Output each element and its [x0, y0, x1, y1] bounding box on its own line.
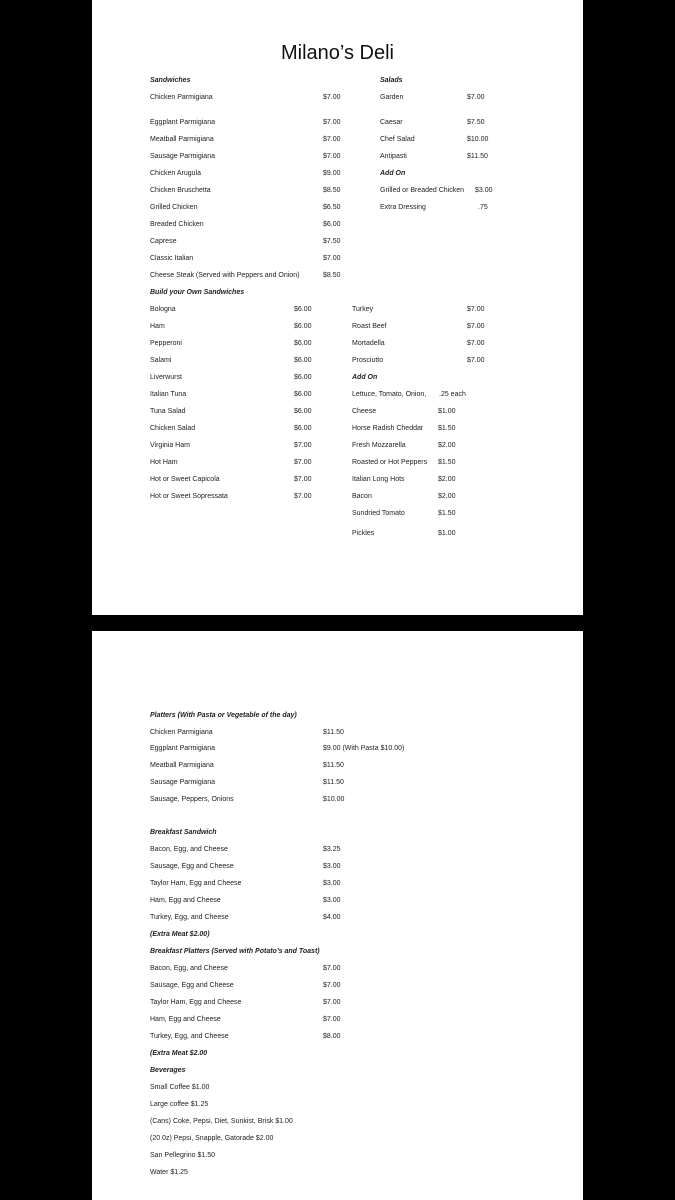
- sandwich-name: Sausage Parmigiana: [150, 153, 215, 160]
- platter-name: Chicken Parmigiana: [150, 729, 213, 736]
- byo-right-name: Prosciutto: [352, 357, 384, 364]
- byo-price: $7.00: [294, 459, 312, 466]
- breakfast-platter-price: $7.00: [323, 982, 341, 989]
- byo-price: $6.00: [294, 340, 312, 347]
- salad-addon-price: .75: [478, 204, 488, 211]
- salad-price: $10.00: [467, 136, 489, 143]
- breakfast-sandwich-name: Turkey, Egg, and Cheese: [150, 914, 229, 921]
- salads-heading: Salads: [380, 77, 403, 84]
- build-your-own-heading: Build your Own Sandwiches: [150, 289, 245, 296]
- platters-heading: Platters (With Pasta or Vegetable of the day): [150, 712, 297, 719]
- sandwich-price: $7.50: [323, 238, 341, 245]
- platter-price: $10.00: [323, 796, 345, 803]
- platter-price: $11.50: [323, 779, 344, 786]
- byo-addon-heading: Add On: [352, 374, 378, 381]
- sandwich-price: $6.50: [323, 204, 341, 211]
- breakfast-platter-price: $7.00: [323, 999, 341, 1006]
- platter-price: $11.50: [323, 762, 344, 769]
- byo-addon-name: Fresh Mozzarella: [352, 442, 406, 449]
- byo-addon-name: Pickles: [352, 530, 375, 537]
- platter-name: Sausage, Peppers, Onions: [150, 796, 234, 803]
- breakfast-sandwich-price: $3.00: [323, 897, 341, 904]
- byo-price: $6.00: [294, 425, 312, 432]
- byo-addon-price: $2.00: [438, 442, 456, 449]
- byo-right-name: Roast Beef: [352, 323, 387, 330]
- byo-addon-name: Horse Radish Cheddar: [352, 425, 424, 432]
- byo-price: $6.00: [294, 357, 312, 364]
- sandwich-price: $7.00: [323, 94, 341, 101]
- platter-name: Eggplant Parmigiana: [150, 745, 215, 752]
- byo-price: $6.00: [294, 408, 312, 415]
- breakfast-platter-price: $8.00: [323, 1033, 341, 1040]
- breakfast-sandwich-name: Sausage, Egg and Cheese: [150, 863, 234, 870]
- breakfast-sandwich-price: $4.00: [323, 914, 341, 921]
- byo-name: Chicken Salad: [150, 425, 196, 432]
- menu-page-2: [92, 631, 583, 1200]
- platter-name: Meatball Parmigiana: [150, 762, 214, 769]
- sandwich-price: $8.50: [323, 272, 341, 279]
- breakfast-sandwich-extra: (Extra Meat $2.00): [150, 931, 210, 938]
- beverages-heading: Beverages: [150, 1067, 186, 1074]
- byo-price: $7.00: [294, 442, 312, 449]
- breakfast-sandwich-price: $3.00: [323, 863, 341, 870]
- breakfast-sandwich-name: Ham, Egg and Cheese: [150, 897, 221, 904]
- salad-addon-heading: Add On: [380, 170, 406, 177]
- byo-addon-name: Bacon: [352, 493, 372, 500]
- breakfast-sandwich-name: Taylor Ham, Egg and Cheese: [150, 880, 242, 887]
- salad-name: Antipasti: [380, 153, 407, 160]
- breakfast-platters-extra: (Extra Meat $2.00: [150, 1050, 208, 1057]
- byo-price: $7.00: [294, 493, 312, 500]
- byo-name: Liverwurst: [150, 374, 182, 381]
- byo-addon-price: $2.00: [438, 476, 456, 483]
- byo-addon-name: Italian Long Hots: [352, 476, 405, 483]
- byo-addon-name: Sundried Tomato: [352, 510, 405, 517]
- sandwiches-heading: Sandwiches: [150, 77, 191, 84]
- byo-right-price: $7.00: [467, 306, 485, 313]
- salad-name: Chef Salad: [380, 136, 415, 143]
- byo-price: $6.00: [294, 391, 312, 398]
- byo-price: $6.00: [294, 374, 312, 381]
- byo-name: Pepperoni: [150, 340, 182, 347]
- byo-right-name: Mortadella: [352, 340, 385, 347]
- byo-price: $6.00: [294, 306, 312, 313]
- salad-addon-name: Grilled or Breaded Chicken: [380, 187, 465, 194]
- sandwich-price: $7.00: [323, 136, 341, 143]
- byo-name: Italian Tuna: [150, 391, 187, 398]
- salad-price: $7.00: [467, 94, 485, 101]
- byo-name: Virginia Ham: [150, 442, 190, 449]
- byo-addon-price: $1.50: [438, 459, 456, 466]
- salad-price: $7.50: [467, 119, 485, 126]
- sandwich-name: Breaded Chicken: [150, 221, 204, 228]
- breakfast-platter-name: Taylor Ham, Egg and Cheese: [150, 999, 242, 1006]
- sandwich-price: $6.00: [323, 221, 341, 228]
- sandwich-price: $8.50: [323, 187, 341, 194]
- byo-name: Bologna: [150, 306, 176, 313]
- breakfast-platter-name: Sausage, Egg and Cheese: [150, 982, 234, 989]
- byo-right-name: Turkey: [352, 306, 374, 313]
- breakfast-platters-heading: Breakfast Platters (Served with Potato’s and Toast): [150, 948, 320, 955]
- sandwich-name: Grilled Chicken: [150, 204, 198, 211]
- salad-addon-price: $3.00: [475, 187, 493, 194]
- sandwich-name: Chicken Arugula: [150, 170, 201, 177]
- sandwich-price: $9.00: [323, 170, 341, 177]
- breakfast-sandwich-heading: Breakfast Sandwich: [150, 829, 217, 836]
- breakfast-platter-name: Turkey, Egg, and Cheese: [150, 1033, 229, 1040]
- beverage-item: (Cans) Coke, Pepsi, Diet, Sunkist, Brisk $1.00: [150, 1118, 293, 1125]
- breakfast-sandwich-name: Bacon, Egg, and Cheese: [150, 846, 228, 853]
- salad-name: Caesar: [380, 119, 403, 126]
- byo-addon-price: $1.50: [438, 425, 456, 432]
- byo-addon-price: $1.50: [438, 510, 456, 517]
- byo-name: Salami: [150, 357, 172, 364]
- byo-addon-price: $1.00: [438, 530, 456, 537]
- byo-addon-price: $2.00: [438, 493, 456, 500]
- page-title: Milano’s Deli: [280, 42, 394, 64]
- sandwich-name: Meatball Parmigiana: [150, 136, 214, 143]
- byo-right-price: $7.00: [467, 340, 485, 347]
- sandwich-name: Chicken Bruschetta: [150, 187, 211, 194]
- byo-right-price: $7.00: [467, 357, 485, 364]
- byo-price: $6.00: [294, 323, 312, 330]
- sandwich-name: Caprese: [150, 238, 177, 245]
- sandwich-name: Chicken Parmigiana: [150, 94, 213, 101]
- byo-addon-price: $1.00: [438, 408, 456, 415]
- breakfast-platter-price: $7.00: [323, 965, 341, 972]
- salad-price: $11.50: [467, 153, 488, 160]
- byo-addon-name: Lettuce, Tomato, Onion,: [352, 391, 427, 398]
- breakfast-platter-price: $7.00: [323, 1016, 341, 1023]
- beverage-item: Large coffee $1.25: [150, 1101, 209, 1108]
- salad-name: Garden: [380, 94, 404, 101]
- byo-name: Hot or Sweet Capicola: [150, 476, 220, 483]
- breakfast-sandwich-price: $3.25: [323, 846, 341, 853]
- breakfast-platter-name: Bacon, Egg, and Cheese: [150, 965, 228, 972]
- platter-price: $9.00 (With Pasta $10.00): [323, 745, 405, 752]
- byo-addon-name: Roasted or Hot Peppers: [352, 459, 428, 466]
- byo-price: $7.00: [294, 476, 312, 483]
- platter-name: Sausage Parmigiana: [150, 779, 215, 786]
- sandwich-price: $7.00: [323, 153, 341, 160]
- byo-addon-price: .25 each: [439, 391, 466, 398]
- sandwich-name: Cheese Steak (Served with Peppers and Onion): [150, 272, 300, 279]
- breakfast-platter-name: Ham, Egg and Cheese: [150, 1016, 221, 1023]
- byo-right-price: $7.00: [467, 323, 485, 330]
- beverage-item: Water $1.25: [150, 1169, 188, 1176]
- byo-addon-name: Cheese: [352, 408, 377, 415]
- sandwich-name: Classic Italian: [150, 255, 194, 262]
- beverage-item: (20 0z) Pepsi, Snapple, Gatorade $2.00: [150, 1135, 274, 1142]
- byo-name: Tuna Salad: [150, 408, 186, 415]
- salad-addon-name: Extra Dressing: [380, 204, 426, 211]
- beverage-item: San Pellegrino $1.50: [150, 1152, 215, 1159]
- sandwich-name: Eggplant Parmigiana: [150, 119, 215, 126]
- byo-name: Ham: [150, 323, 165, 330]
- sandwich-price: $7.00: [323, 255, 341, 262]
- platter-price: $11.50: [323, 729, 344, 736]
- beverage-item: Small Coffee $1.00: [150, 1084, 210, 1091]
- menu-page-1: [92, 0, 583, 615]
- byo-name: Hot Ham: [150, 459, 178, 466]
- byo-name: Hot or Sweet Sopressata: [150, 493, 228, 500]
- sandwich-price: $7.00: [323, 119, 341, 126]
- breakfast-sandwich-price: $3.00: [323, 880, 341, 887]
